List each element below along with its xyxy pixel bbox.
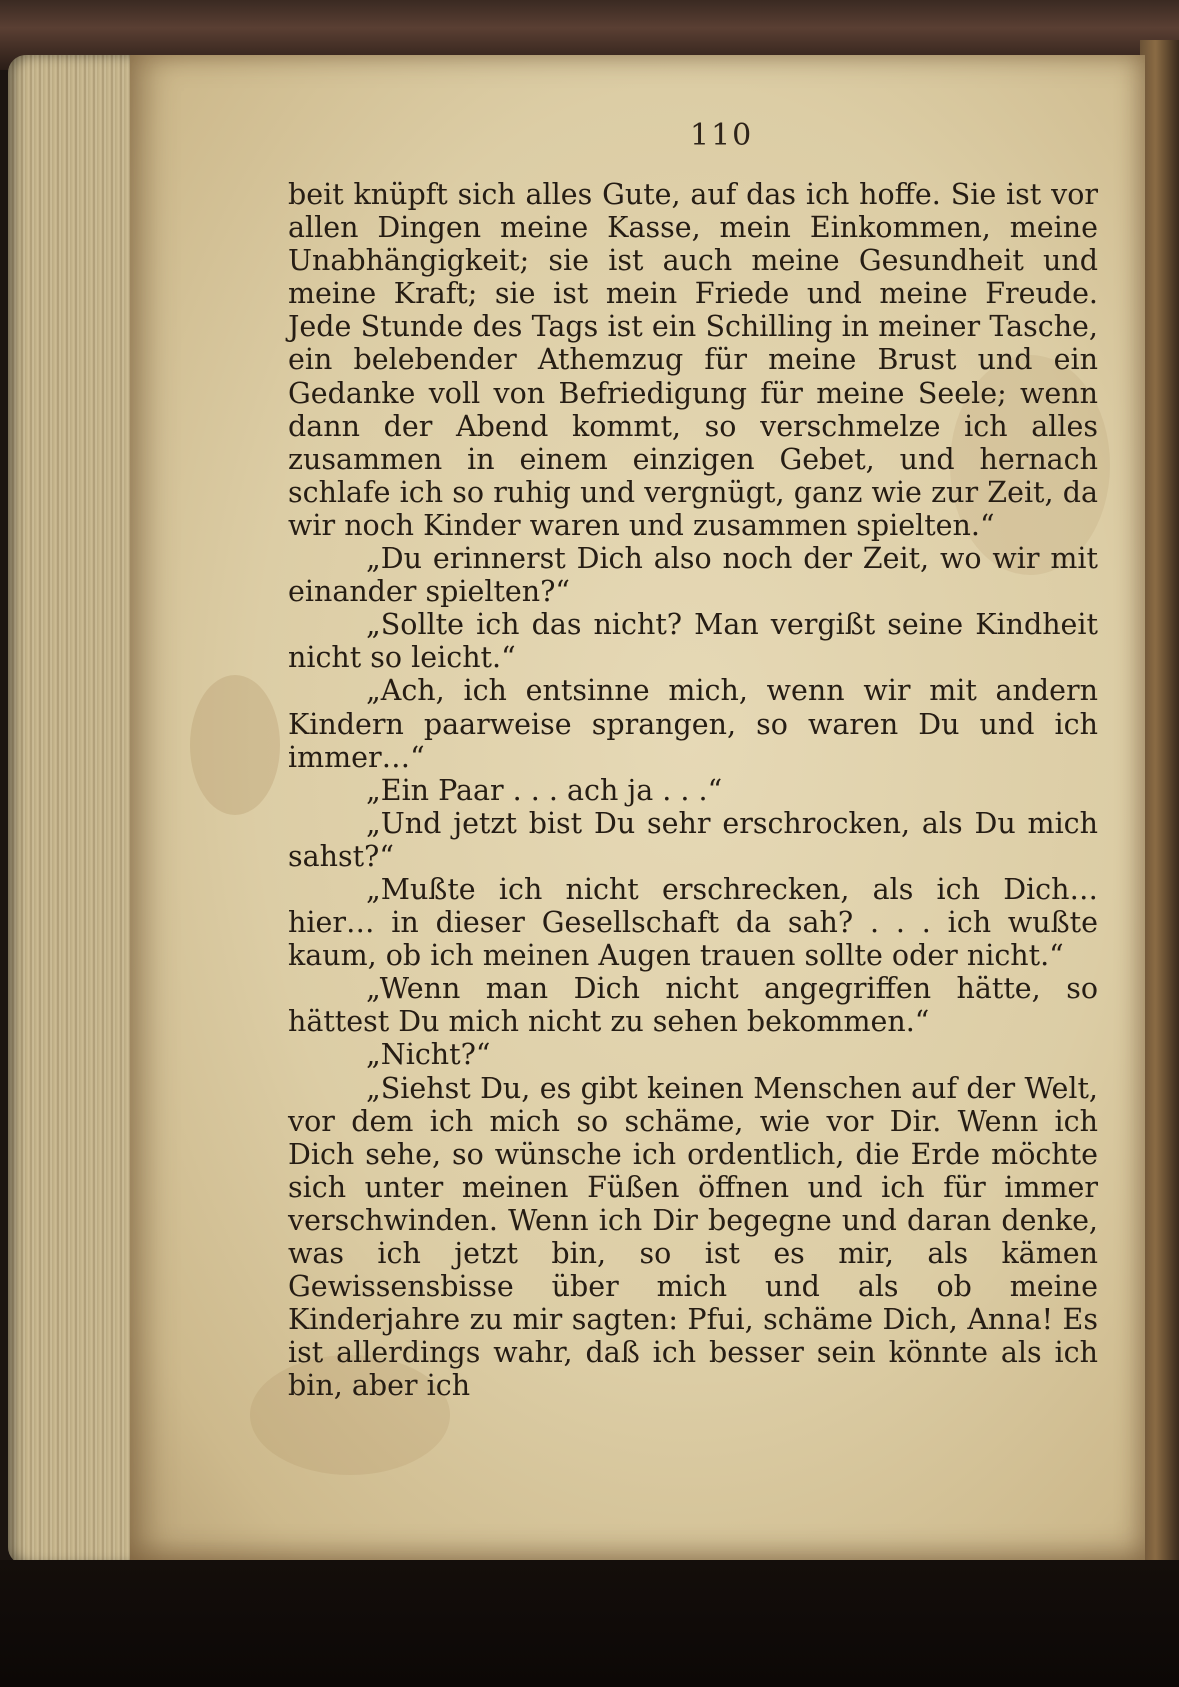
paragraph: „Sollte ich das nicht? Man vergißt seine Kindheit nicht so leicht.“ <box>288 608 1098 675</box>
paragraph: „Wenn man Dich nicht angegriffen hätte, so hättest Du mich nicht zu sehen bekommen.“ <box>288 972 1098 1039</box>
book-cover-bottom <box>0 1560 1179 1687</box>
paragraph: „Ach, ich entsinne mich, wenn wir mit andern Kindern paarweise sprangen, so waren Du und ich immer…“ <box>288 674 1098 774</box>
page-edges <box>8 55 148 1565</box>
paragraph: „Ein Paar . . . ach ja . . .“ <box>366 773 723 807</box>
paragraph: „Und jetzt bist Du sehr erschrocken, als Du mich sahst?“ <box>288 806 1098 873</box>
paragraph: „Mußte ich nicht erschrecken, als ich Dich… hier… in dieser Gesellschaft da sah? . . . ich wußte kaum, ob ich meinen Augen trauen sollte oder nicht.“ <box>288 872 1098 973</box>
book-cover-right <box>1140 40 1179 1570</box>
paragraph: beit knüpft sich alles Gute, auf das ich hoffe. Sie ist vor allen Dingen meine Kasse, mein Einkommen, meine Unabhängigkeit; sie ist auch meine Gesundheit und meine Kraft; sie ist mein Friede und meine Freude. Jede Stunde des Tags ist ein Schilling in meiner Tasche, ein belebender Athemzug für meine Brust und ein Gedanke voll von Befriedigung für meine Seele; wenn dann der Abend kommt, so verschmelze ich alles zusammen in einem einzigen Gebet, und hernach schlafe ich so ruhig und vergnügt, ganz wie zur Zeit, da wir noch Kinder waren und zusammen spielten.“ <box>288 178 1098 542</box>
paragraph: „Du erinnerst Dich also noch der Zeit, wo wir mit einander spielten?“ <box>288 542 1098 609</box>
paragraph: „Nicht?“ <box>366 1038 491 1072</box>
page-number: 110 <box>690 118 754 153</box>
page-body-text <box>288 178 1098 1402</box>
paper-stain <box>190 675 280 815</box>
paragraph: „Siehst Du, es gibt keinen Menschen auf der Welt, vor dem ich mich so schäme, wie vor Dir. Wenn ich Dich sehe, so wünsche ich ordentlich, die Erde möchte sich unter meinen Füßen öffnen und ich für immer verschwinden. Wenn ich Dir begegne und daran denke, was ich jetzt bin, so ist es mir, als kämen Gewissensbisse über mich und als ob meine Kinderjahre zu mir sagten: Pfui, schäme Dich, Anna! Es ist allerdings wahr, daß ich besser sein könnte als ich bin, aber ich <box>288 1071 1098 1403</box>
